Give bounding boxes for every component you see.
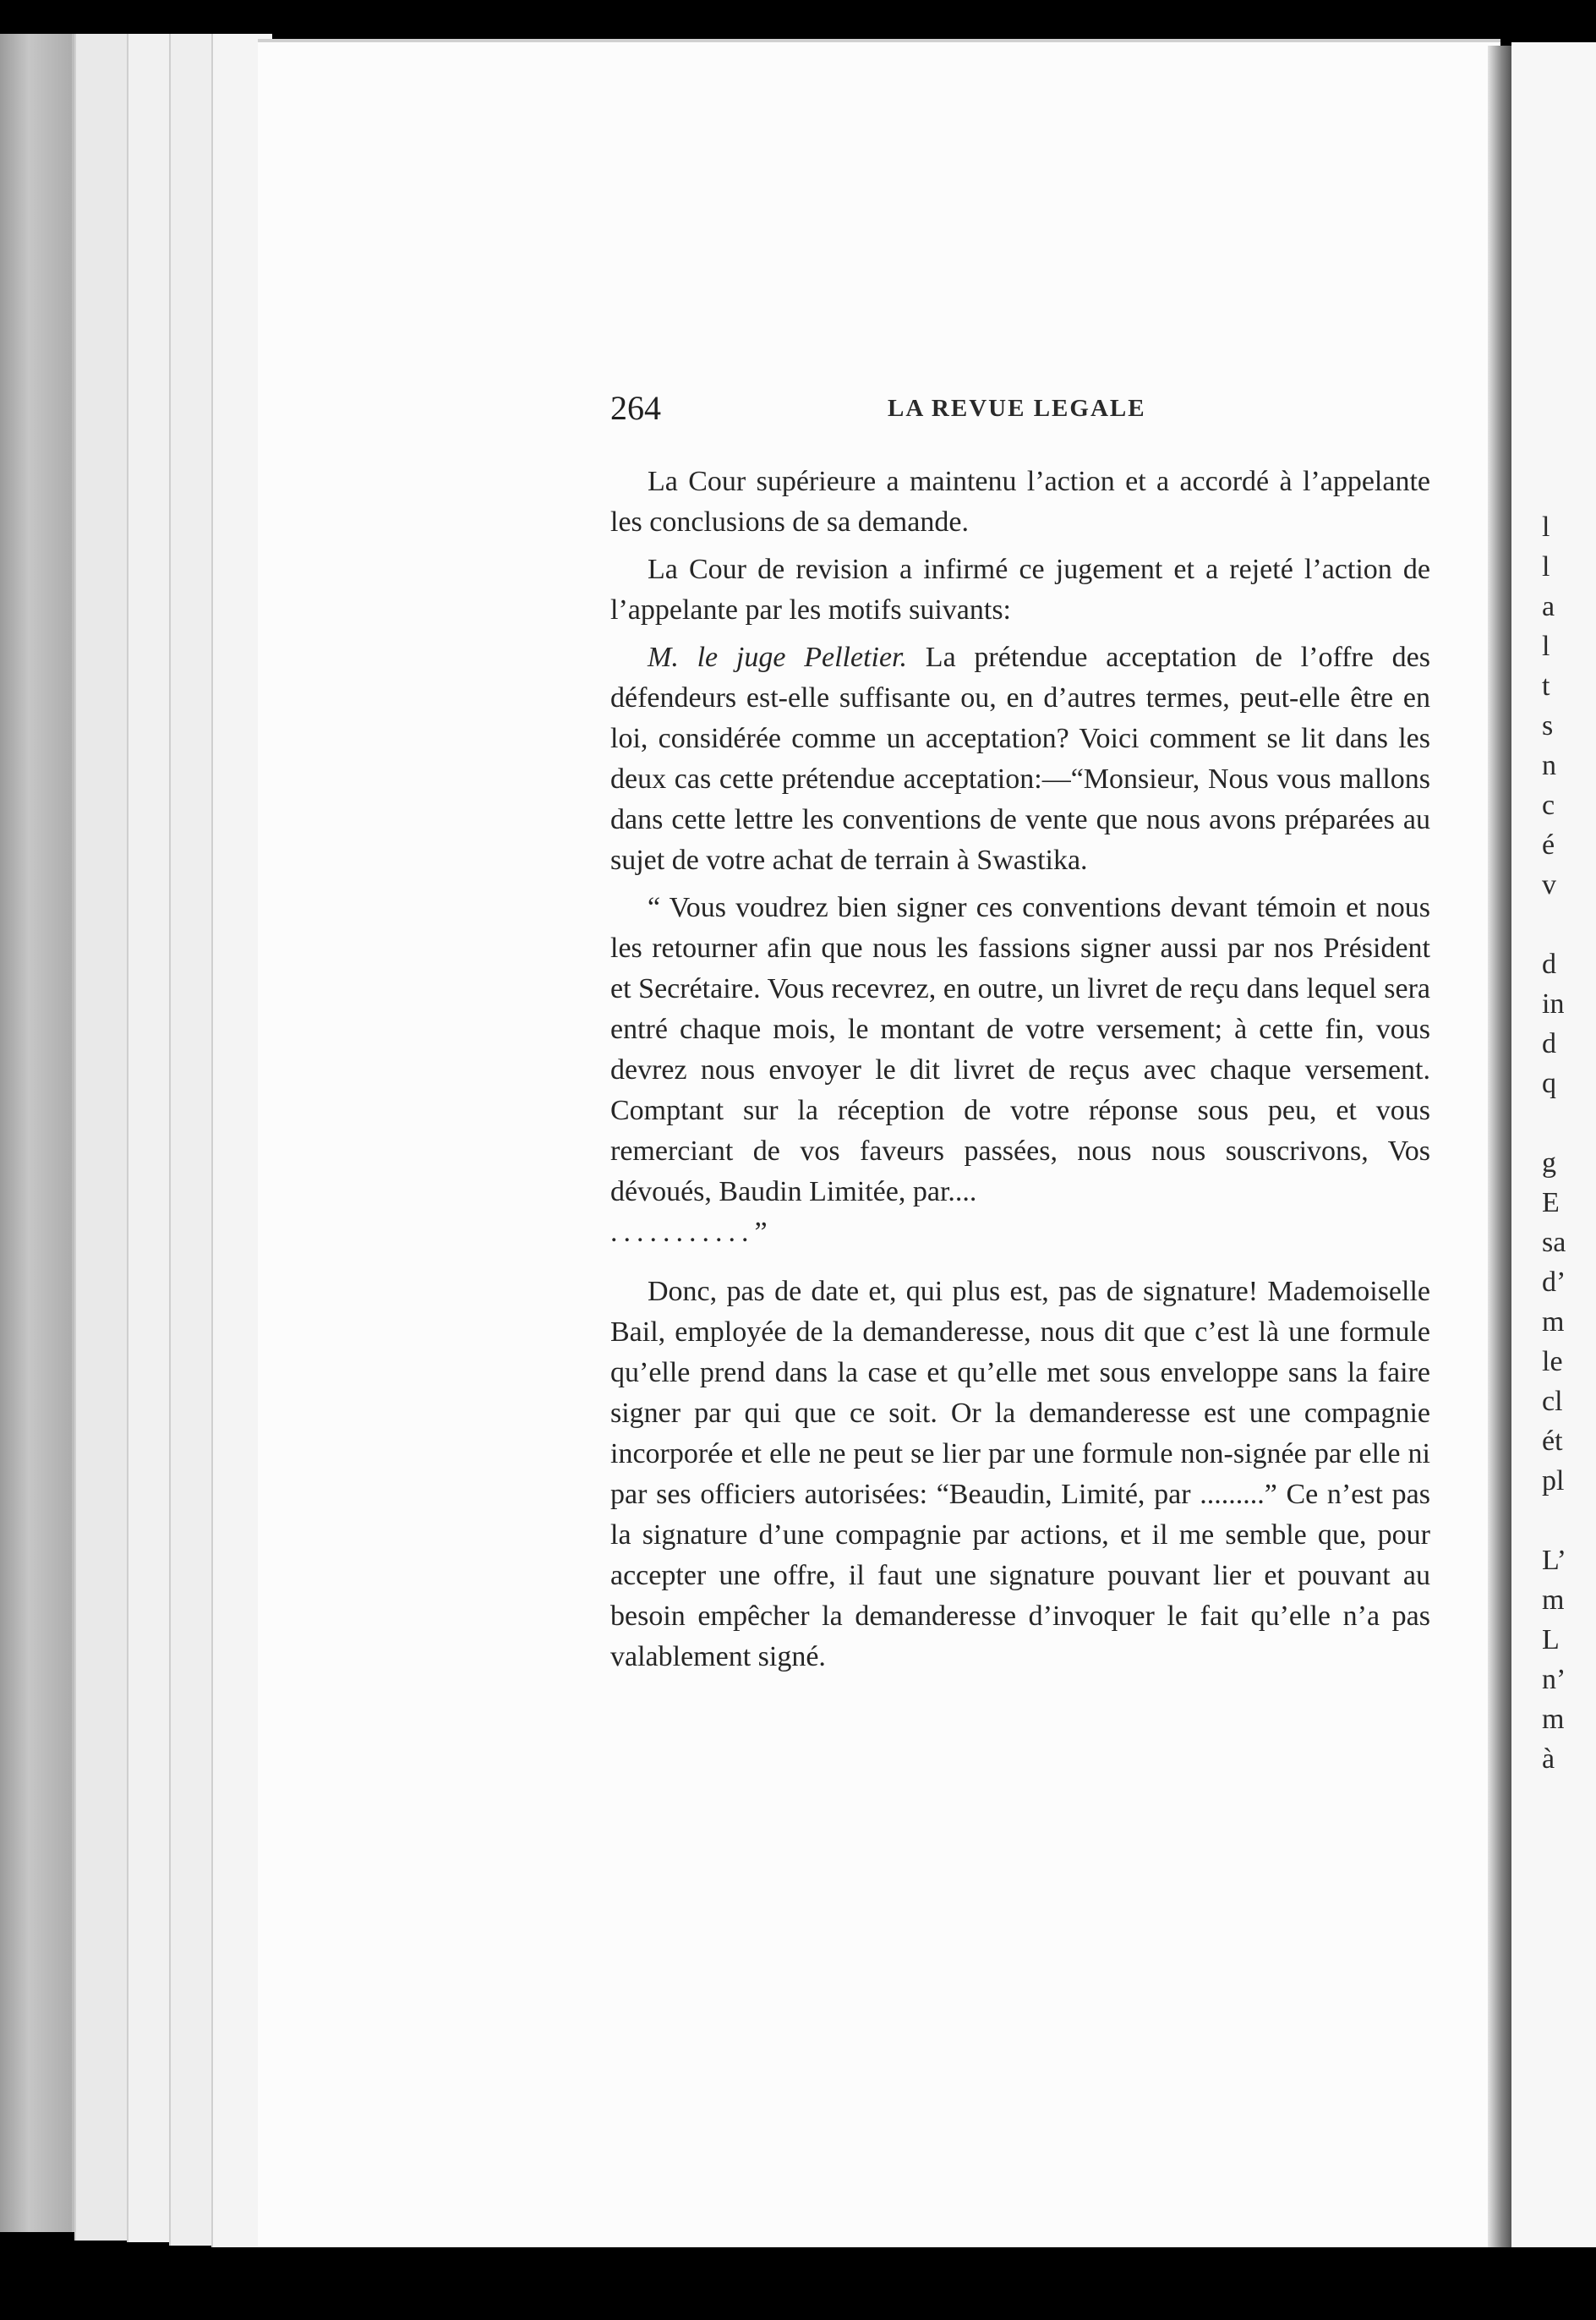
paragraph-superior-court: La Cour supérieure a maintenu l’action et a accordé à l’appelante les conclusions de sa demande. <box>610 466 1430 538</box>
page-top-edge <box>258 39 1500 42</box>
facing-fragment: m <box>1542 1584 1565 1616</box>
body-text <box>610 462 1430 1677</box>
facing-fragment: L’ <box>1542 1545 1566 1576</box>
facing-fragment: a <box>1542 591 1555 622</box>
facing-fragment: q <box>1542 1068 1556 1099</box>
facing-fragment: in <box>1542 988 1565 1020</box>
facing-fragment: m <box>1542 1704 1565 1735</box>
facing-fragment: l <box>1542 631 1550 662</box>
running-head <box>610 385 1430 432</box>
paragraph-judge-pelletier <box>610 637 1430 881</box>
facing-page-text <box>1542 507 1593 1779</box>
facing-fragment: l <box>1542 551 1550 583</box>
facing-fragment: s <box>1542 710 1554 741</box>
facing-fragment: n <box>1542 750 1556 781</box>
page-number: 264 <box>610 389 661 427</box>
facing-fragment: l <box>1542 512 1550 543</box>
book-gutter <box>1488 46 1511 2247</box>
facing-fragment: t <box>1542 670 1550 702</box>
facing-fragment: c <box>1542 790 1555 821</box>
facing-fragment: m <box>1542 1306 1565 1338</box>
quoted-letter-dots: ...........” <box>610 1217 773 1248</box>
facing-fragment: pl <box>1542 1465 1565 1497</box>
facing-fragment: sa <box>1542 1227 1566 1258</box>
paragraph-quoted-letter <box>610 888 1430 1253</box>
facing-fragment: E <box>1542 1187 1560 1218</box>
book-cover-edge <box>0 0 72 2232</box>
judge-name: M. le juge Pelletier. <box>648 642 908 673</box>
facing-fragment: le <box>1542 1346 1563 1377</box>
paragraph-court-of-review: La Cour de revision a infirmé ce jugement et a rejeté l’action de l’appelante par les motifs suivants: <box>610 554 1430 626</box>
facing-fragment: n’ <box>1542 1664 1566 1695</box>
facing-fragment: g <box>1542 1147 1556 1179</box>
quoted-letter-text: “ Vous voudrez bien signer ces conventions devant témoin et nous les retourner afin que nous les fassions signer aussi par nos Président et Secrétaire. Vous recevrez, en outre, un livret de reçu dans lequel sera entré chaque mois, le montant de votre versement; à cette fin, vous devrez nous envoyer le dit livret de reçus avec chaque versement. Comptant sur la réception de votre réponse sous peu, et vous remerciant de vos faveurs passées, nous nous souscrivons, Vos dévoués, Baudin Limitée, par.... <box>610 892 1430 1207</box>
paragraph-no-signature: Donc, pas de date et, qui plus est, pas de signature! Mademoiselle Bail, employée de la demanderesse, nous dit que c’est là une formule qu’elle prend dans la case et qu’elle met sous enveloppe sans la faire signer par qui que ce soit. Or la demanderesse est une compagnie incorporée et elle ne peut se lier par une formule non-signée par elle ni par ses officiers autorisées: “Beaudin, Limité, par .........” Ce n’est pas la signature d’une compagnie par actions, et il me semble que, pour accepter une offre, il faut une signature pouvant lier et pouvant au besoin empêcher la demanderesse d’invoquer le fait qu’elle n’a pas valablement signé. <box>610 1276 1430 1672</box>
facing-fragment: d <box>1542 1028 1556 1059</box>
facing-fragment: v <box>1542 869 1556 900</box>
judge-opinion-text: La prétendue acceptation de l’offre des défendeurs est-elle suffisante ou, en d’autres termes, peut-elle être en loi, considérée comme un acceptation? Voici comment se lit dans les deux cas cette prétendue acceptation:—“Monsieur, Nous vous mallons dans cette lettre les conventions de vente que nous avons préparées au sujet de votre achat de terrain à Swastika. <box>610 642 1430 876</box>
facing-fragment: cl <box>1542 1386 1563 1417</box>
facing-fragment: à <box>1542 1743 1555 1775</box>
facing-fragment: é <box>1542 829 1555 861</box>
scan-bottom-border <box>0 2247 1596 2320</box>
facing-fragment: L <box>1542 1624 1560 1655</box>
facing-fragment: ét <box>1542 1425 1563 1457</box>
scan-top-border <box>0 0 1596 34</box>
running-title: LA REVUE LEGALE <box>888 395 1146 422</box>
facing-fragment: d <box>1542 949 1556 980</box>
facing-fragment: d’ <box>1542 1267 1566 1298</box>
